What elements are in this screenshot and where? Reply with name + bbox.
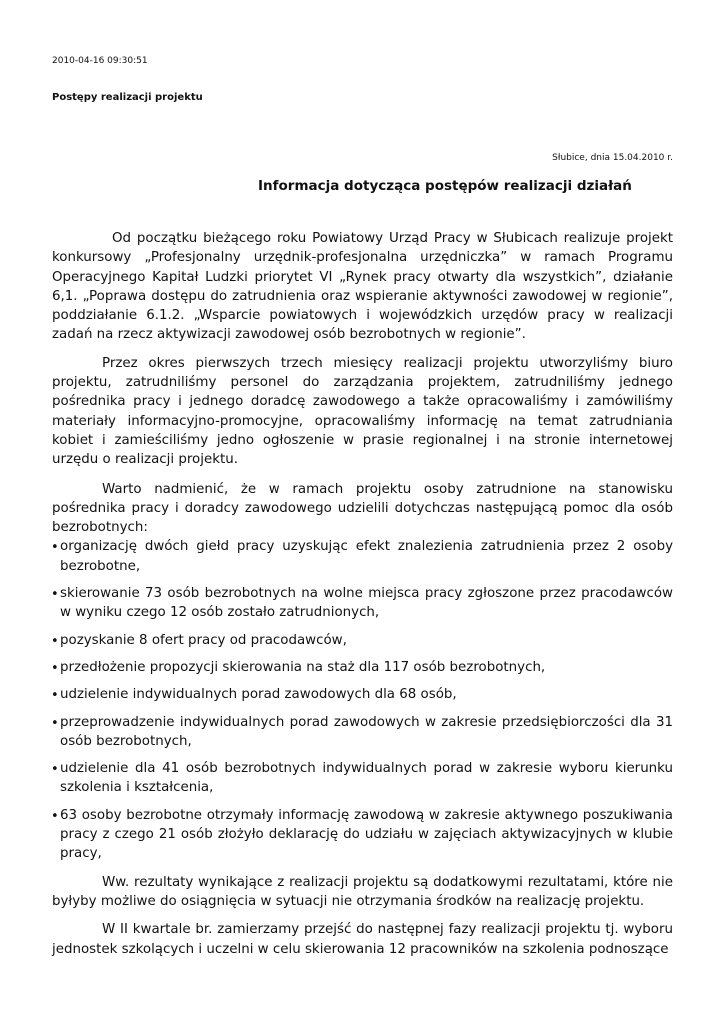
list-item xyxy=(52,537,673,576)
list-item-text: przedłożenie propozycji skierowania na staż dla 117 osób bezrobotnych, xyxy=(60,659,546,675)
list-item-text: udzielenie indywidualnych porad zawodowych dla 68 osób, xyxy=(60,687,457,703)
list-item xyxy=(52,713,673,752)
list-item-text: 63 osoby bezrobotne otrzymały informację zawodową w zakresie aktywnego poszukiwania pracy z czego 21 osób złożyło deklarację do udziału w zajęciach aktywizacyjnych w klubie pracy, xyxy=(60,807,673,862)
list-item xyxy=(52,658,673,677)
list-item-text: pozyskanie 8 ofert pracy od pracodawców, xyxy=(60,632,347,648)
bullet-icon: • xyxy=(51,688,59,704)
assistance-list xyxy=(52,537,673,863)
bullet-icon: • xyxy=(51,633,59,649)
list-item xyxy=(52,806,673,864)
bullet-icon: • xyxy=(51,762,59,778)
paragraph-next-phase: W II kwartale br. zamierzamy przejść do następnej fazy realizacji projektu tj. wyboru jednostek szkolących i uczelni w celu skierowania 12 pracowników na szkolenia podnoszące xyxy=(52,922,673,957)
section-title: Postępy realizacji projektu xyxy=(52,92,203,103)
place-date: Słubice, dnia 15.04.2010 r. xyxy=(552,153,673,163)
bullet-icon: • xyxy=(51,587,59,603)
bullet-icon: • xyxy=(51,808,59,824)
list-item xyxy=(52,584,673,623)
list-item-text: skierowanie 73 osób bezrobotnych na wolne miejsca pracy zgłoszone przez pracodawców w wyniku czego 12 osób zostało zatrudnionych, xyxy=(60,586,673,621)
document-title: Informacja dotycząca postępów realizacji działań xyxy=(258,178,632,194)
list-item-text: organizację dwóch giełd pracy uzyskując efekt znalezienia zatrudnienia przez 2 osoby bezrobotne, xyxy=(60,539,673,574)
list-item-text: udzielenie dla 41 osób bezrobotnych indywidualnych porad w zakresie wyboru kierunku szkolenia i kształcenia, xyxy=(60,761,673,796)
paragraph-assistance-intro: Warto nadmienić, że w ramach projektu osoby zatrudnione na stanowisku pośrednika pracy i doradcy zawodowego udzielili dotychczas następującą pomoc dla osób bezrobotnych: xyxy=(52,481,673,536)
list-item xyxy=(52,685,673,704)
bullet-icon: • xyxy=(51,660,59,676)
paragraph-results: Ww. rezultaty wynikające z realizacji projektu są dodatkowymi rezultatami, które nie byłyby możliwe do osiągnięcia w sytuacji nie otrzymania środków na realizację projektu. xyxy=(52,874,673,909)
bullet-icon: • xyxy=(51,715,59,731)
document-body xyxy=(52,229,673,959)
list-item xyxy=(52,631,673,650)
paragraph-first-months: Przez okres pierwszych trzech miesięcy realizacji projektu utworzyliśmy biuro projektu, zatrudniliśmy personel do zarządzania projektem, zatrudniliśmy jednego pośrednika pracy i jednego doradcę zawodowego a także opracowaliśmy i zamówiliśmy materiały informacyjno-promocyjne, opracowaliśmy informację na temat zatrudniania kobiet i zamieściliśmy jedno ogłoszenie w prasie regionalnej i na stronie internetowej urzędu o realizacji projektu. xyxy=(52,355,673,468)
print-timestamp: 2010-04-16 09:30:51 xyxy=(52,56,148,66)
paragraph-intro: Od początku bieżącego roku Powiatowy Urząd Pracy w Słubicach realizuje projekt konkursowy „Profesjonalny urzędnik-profesjonalna urzędniczka” w ramach Programu Operacyjnego Kapitał Ludzki priorytet VI „Rynek pracy otwarty dla wszystkich”, działanie 6,1. „Poprawa dostępu do zatrudnienia oraz wspieranie aktywności zawodowej w regionie”, poddziałanie 6.1.2. „Wsparcie powiatowych i wojewódzkich urzędów pracy w realizacji zadań na rzecz aktywizacji zawodowej osób bezrobotnych w regionie”. xyxy=(52,231,673,343)
bullet-icon: • xyxy=(51,540,59,556)
list-item-text: przeprowadzenie indywidualnych porad zawodowych w zakresie przedsiębiorczości dla 31 osób bezrobotnych, xyxy=(60,714,673,749)
list-item xyxy=(52,759,673,798)
